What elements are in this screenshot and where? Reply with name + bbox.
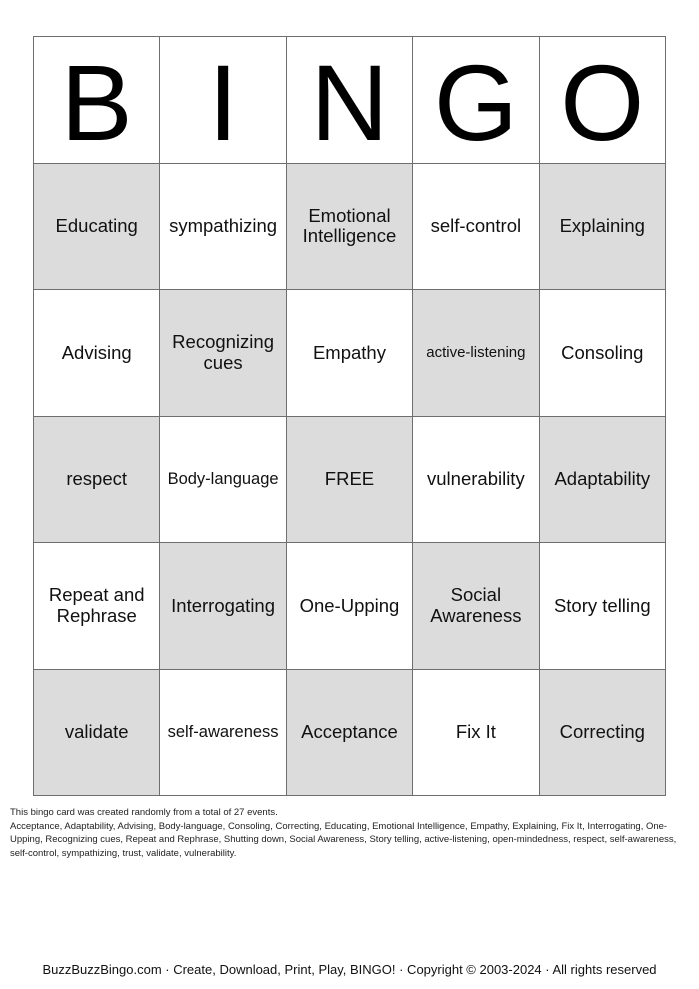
bingo-cell: validate — [34, 669, 160, 796]
bingo-cell: One-Upping — [286, 543, 412, 670]
footer: BuzzBuzzBingo.com · Create, Download, Print, Play, BINGO! · Copyright © 2003-2024 · All rights reserved — [42, 962, 657, 977]
card-row — [34, 416, 666, 543]
header-letter-n: N — [286, 37, 412, 164]
bingo-cell: Consoling — [539, 290, 665, 417]
bingo-cell: respect — [34, 416, 160, 543]
card-row — [34, 669, 666, 796]
bingo-cell: active-listening — [413, 290, 539, 417]
bingo-cell: Social Awareness — [413, 543, 539, 670]
event-list: Acceptance, Adaptability, Advising, Body-language, Consoling, Correcting, Educating, Emotional Intelligence, Empathy, Explaining, Fix It, Interrogating, One-Upping, Recognizing cues, Repeat and Rephrase, Shutting down, Social Awareness, Story telling, active-listening, open-mindedness, respect, self-awareness, self-control, sympathizing, trust, validate, vulnerability. — [10, 820, 677, 859]
bingo-cell: Repeat and Rephrase — [34, 543, 160, 670]
card-summary: This bingo card was created randomly from a total of 27 events. — [10, 807, 278, 818]
bingo-cell: sympathizing — [160, 163, 286, 290]
bingo-cell: Empathy — [286, 290, 412, 417]
header-letter-i: I — [160, 37, 286, 164]
bingo-cell: self-awareness — [160, 669, 286, 796]
bingo-cell: Story telling — [539, 543, 665, 670]
bingo-cell: Advising — [34, 290, 160, 417]
bingo-cell: Correcting — [539, 669, 665, 796]
card-row — [34, 290, 666, 417]
card-row — [34, 163, 666, 290]
bingo-cell: Explaining — [539, 163, 665, 290]
bingo-cell: Fix It — [413, 669, 539, 796]
bingo-cell: Recognizing cues — [160, 290, 286, 417]
bingo-cell: Body-language — [160, 416, 286, 543]
card-row — [34, 543, 666, 670]
bingo-cell: Educating — [34, 163, 160, 290]
bingo-cell: Emotional Intelligence — [286, 163, 412, 290]
header-row — [34, 37, 666, 164]
header-letter-o: O — [539, 37, 665, 164]
header-letter-b: B — [34, 37, 160, 164]
bingo-cell: vulnerability — [413, 416, 539, 543]
bingo-cell: Interrogating — [160, 543, 286, 670]
card-info — [10, 806, 690, 860]
header-letter-g: G — [413, 37, 539, 164]
free-space-cell: FREE — [286, 416, 412, 543]
bingo-cell: Acceptance — [286, 669, 412, 796]
bingo-cell: self-control — [413, 163, 539, 290]
bingo-card — [33, 36, 666, 796]
bingo-cell: Adaptability — [539, 416, 665, 543]
